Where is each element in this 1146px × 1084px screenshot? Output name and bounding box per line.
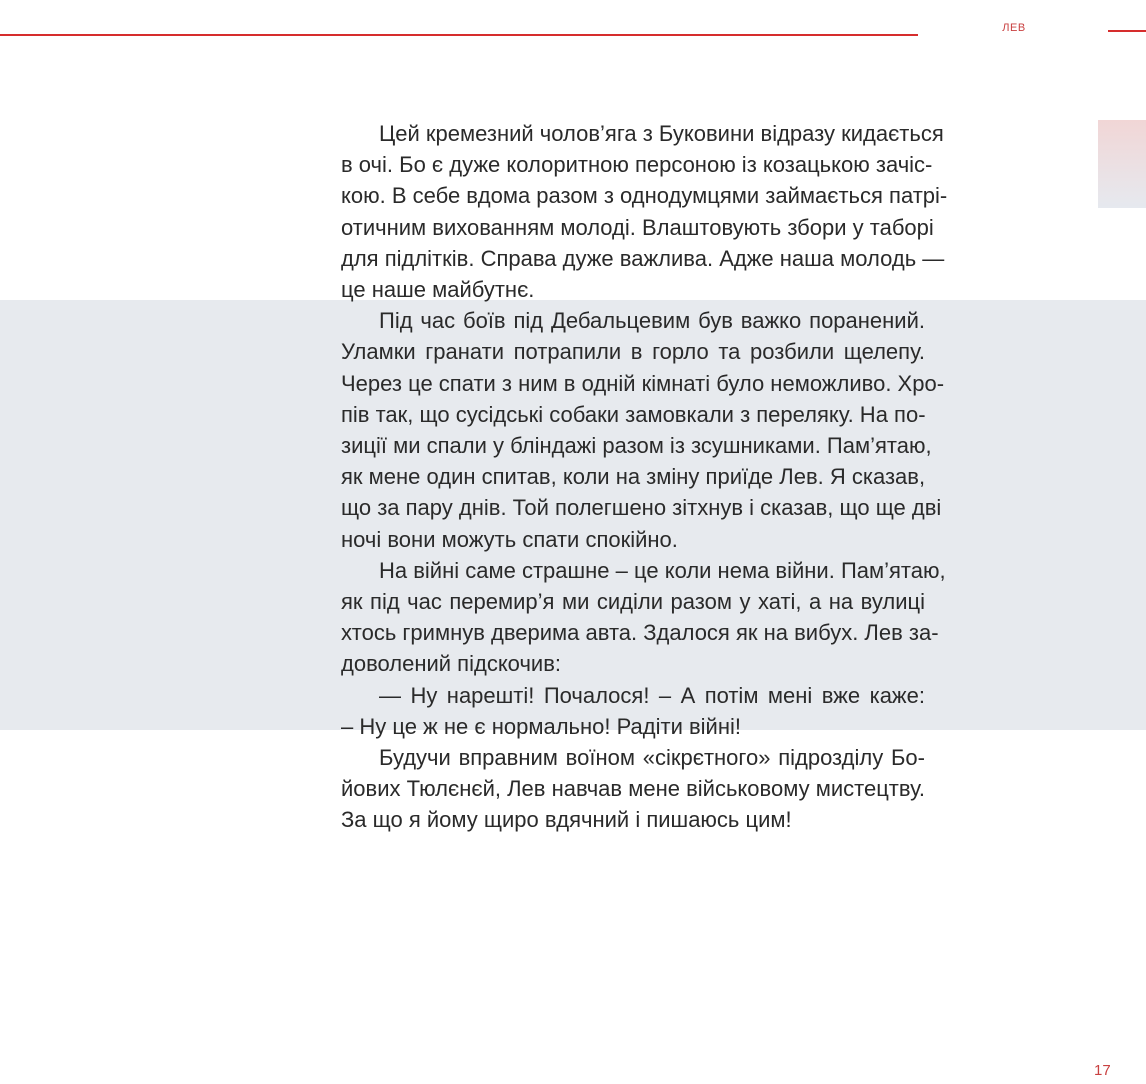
paragraph-1 [303, 118, 948, 305]
text-line: як під час перемир’я ми сиділи разом у хаті, а на вулиці [341, 589, 925, 615]
text-line: Цей кремезний чолов’яга з Буковини відразу кидається [379, 121, 944, 146]
text-line: це наше майбутнє. [341, 277, 535, 303]
body-text [303, 118, 948, 836]
paragraph-3 [303, 555, 946, 680]
page-edge-tab [1098, 120, 1146, 208]
paragraph-5 [303, 742, 925, 836]
text-line: зиції ми спали у бліндажі разом із зсушниками. Пам’ятаю, [341, 433, 932, 459]
text-line: — Ну нарешті! Почалося! – А потім мені вже каже: [379, 682, 925, 708]
header-rule-right [1108, 30, 1146, 32]
text-line: Під час боїв під Дебальцевим був важко поранений. [379, 308, 925, 334]
text-line: За що я йому щиро вдячний і пишаюсь цим! [341, 807, 792, 833]
text-line: пів так, що сусідські собаки замовкали з переляку. На по- [341, 401, 926, 427]
text-line: Через це спати з ним в одній кімнаті було неможливо. Хро- [341, 370, 945, 396]
text-line: Будучи вправним воїном «сікрєтного» підрозділу Бо- [379, 745, 925, 771]
text-line: йових Тюлєнєй, Лев навчав мене військовому мистецтву. [341, 776, 925, 802]
text-line: ночі вони можуть спати спокійно. [341, 526, 678, 552]
text-line: Уламки гранати потрапили в горло та розбили щелепу. [341, 339, 925, 365]
paragraph-4-dialogue [303, 680, 925, 742]
text-line: в очі. Бо є дуже колоритною персоною із козацькою зачіс- [341, 152, 933, 178]
text-line: – Ну це ж не є нормально! Радіти війні! [341, 713, 741, 739]
text-line: кою. В себе вдома разом з однодумцями займається патрі- [341, 183, 948, 209]
header-rule [0, 34, 918, 36]
text-line: для підлітків. Справа дуже важлива. Адже наша молодь — [341, 245, 945, 271]
text-line: як мене один спитав, коли на зміну приїде Лев. Я сказав, [341, 464, 926, 490]
text-line: що за пару днів. Той полегшено зітхнув і сказав, що ще дві [341, 495, 942, 521]
text-line: На війні саме страшне – це коли нема війни. Пам’ятаю, [379, 557, 946, 583]
paragraph-2 [303, 305, 945, 555]
page-number: 17 [1094, 1062, 1111, 1079]
text-line: хтось гримнув дверима авта. Здалося як на вибух. Лев за- [341, 620, 939, 646]
text-line: отичним вихованням молоді. Влаштовують збори у таборі [341, 214, 934, 240]
running-head: ЛЕВ [1002, 22, 1026, 34]
text-line: доволений підскочив: [341, 651, 561, 677]
